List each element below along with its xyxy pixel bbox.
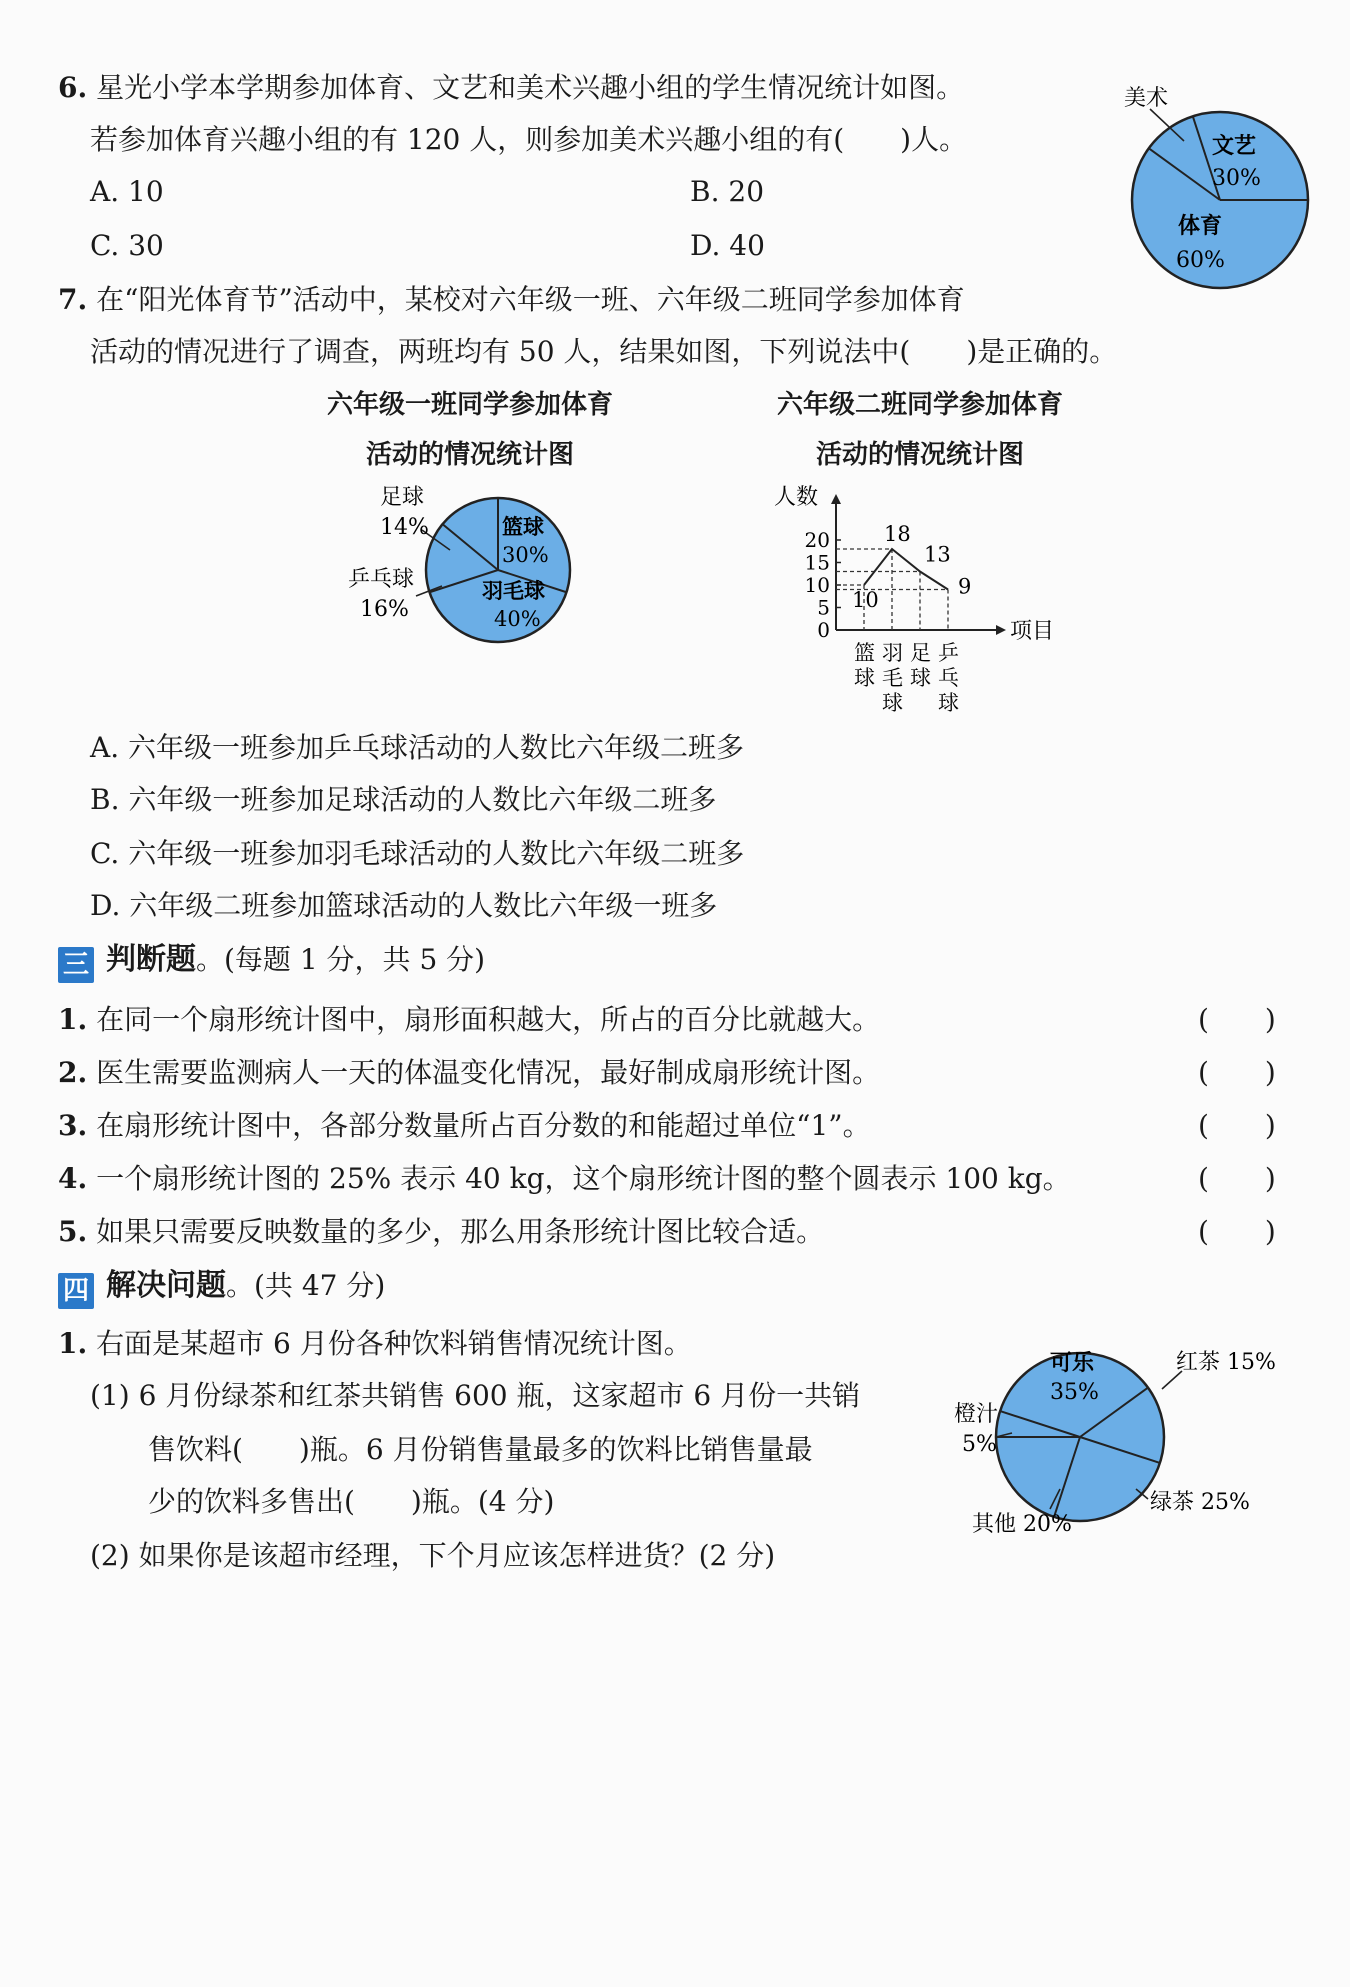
- q6-pct-arts: 30%: [1212, 166, 1261, 191]
- class2-category-label: 足: [910, 641, 931, 665]
- chart2-title-line2: 活动的情况统计图: [815, 440, 1024, 470]
- bev-label-orange: 橙汁: [954, 1402, 999, 1427]
- class1-label-pingpong: 乒乓球: [348, 567, 415, 592]
- s4-q1-line: [58, 1326, 692, 1362]
- class2-data-label: 10: [852, 588, 879, 612]
- q7-option-a: A. 六年级一班参加乒乓球活动的人数比六年级二班多: [90, 731, 745, 764]
- s4-q1-part1-line2: 售饮料( )瓶。6 月份销售量最多的饮料比销售量最: [148, 1433, 813, 1466]
- q6-number: 6.: [58, 71, 88, 104]
- class2-ytick: 10: [804, 573, 830, 597]
- judge-item-text: 在扇形统计图中，各部分数量所占百分数的和能超过单位“1”。: [96, 1109, 871, 1142]
- class2-data-label: 18: [884, 522, 911, 546]
- section4-heading: [58, 1266, 385, 1309]
- q6-option-c: C. 30: [90, 229, 164, 262]
- q6-pie-chart: [1100, 75, 1320, 295]
- q6-line1: [58, 70, 964, 106]
- judge-item-number: 5.: [58, 1215, 88, 1248]
- q7-option-c: C. 六年级一班参加羽毛球活动的人数比六年级二班多: [90, 837, 745, 870]
- q7-option-d: D. 六年级二班参加篮球活动的人数比六年级一班多: [90, 889, 718, 922]
- class2-ytick: 15: [804, 550, 830, 575]
- judge-item-number: 4.: [58, 1162, 88, 1195]
- judge-item: [58, 1214, 824, 1250]
- judge-item-text: 在同一个扇形统计图中，扇形面积越大，所占的百分比就越大。: [96, 1003, 881, 1036]
- class2-ytick: 20: [804, 528, 830, 552]
- class2-ytick: 0: [817, 618, 830, 642]
- s4-q1-part1-line1: (1) 6 月份绿茶和红茶共销售 600 瓶，这家超市 6 月份一共销: [90, 1379, 861, 1412]
- judge-item-text: 医生需要监测病人一天的体温变化情况，最好制成扇形统计图。: [96, 1056, 881, 1089]
- section4-title: 解决问题: [106, 1268, 226, 1303]
- section3-note: 。(每题 1 分，共 5 分): [196, 943, 486, 976]
- q6-option-a: A. 10: [90, 175, 164, 208]
- judge-answer-paren[interactable]: ( ): [1198, 1215, 1276, 1248]
- beverage-pie-chart: [950, 1325, 1300, 1545]
- class1-pct-pingpong: 16%: [360, 597, 409, 622]
- class1-pct-basketball: 30%: [502, 543, 549, 567]
- chart1-title: [270, 388, 670, 472]
- class1-label-football: 足球: [380, 485, 425, 510]
- chart1-title-line1: 六年级一班同学参加体育: [326, 390, 613, 420]
- q6-option-d: D. 40: [690, 229, 765, 262]
- judge-item-number: 2.: [58, 1056, 88, 1089]
- class2-category-label: 乓: [938, 666, 959, 690]
- judge-item-number: 3.: [58, 1109, 88, 1142]
- q7-text-line2: 活动的情况进行了调查，两班均有 50 人，结果如图，下列说法中( )是正确的。: [90, 335, 1118, 368]
- judge-item: [58, 1002, 880, 1038]
- judge-item-number: 1.: [58, 1003, 88, 1036]
- q7-text-line1: 在“阳光体育节”活动中，某校对六年级一班、六年级二班同学参加体育: [96, 283, 965, 316]
- bev-label-other: 其他 20%: [972, 1512, 1072, 1537]
- s4-q1-number: 1.: [58, 1327, 88, 1360]
- q6-label-sports: 体育: [1178, 213, 1223, 239]
- class2-ylabel: 人数: [774, 485, 819, 510]
- chart2-title: [720, 388, 1120, 472]
- class2-data-label: 9: [958, 574, 972, 599]
- q6-text-line2: 若参加体育兴趣小组的有 120 人，则参加美术兴趣小组的有( )人。: [90, 123, 968, 156]
- class2-category-label: 乒: [938, 641, 959, 665]
- judge-item-text: 如果只需要反映数量的多少，那么用条形统计图比较合适。: [96, 1215, 825, 1248]
- class1-pct-football: 14%: [380, 515, 429, 540]
- q6-pct-sports: 60%: [1176, 248, 1225, 273]
- class1-pct-badminton: 40%: [494, 607, 541, 631]
- q7-line1: [58, 282, 965, 318]
- class1-label-badminton: 羽毛球: [482, 578, 545, 603]
- chart1-title-line2: 活动的情况统计图: [365, 440, 574, 470]
- s4-q1-text: 右面是某超市 6 月份各种饮料销售情况统计图。: [96, 1327, 692, 1360]
- q6-label-art: 美术: [1124, 86, 1169, 111]
- judge-item: [58, 1108, 871, 1144]
- q6-label-arts: 文艺: [1212, 133, 1257, 159]
- class2-data-label: 13: [924, 542, 951, 567]
- class1-pie-chart: [330, 480, 600, 660]
- q7-option-b: B. 六年级一班参加足球活动的人数比六年级二班多: [90, 783, 717, 816]
- judge-answer-paren[interactable]: ( ): [1198, 1056, 1276, 1089]
- judge-answer-paren[interactable]: ( ): [1198, 1109, 1276, 1142]
- s4-q1-part2: (2) 如果你是该超市经理，下个月应该怎样进货？(2 分): [90, 1539, 776, 1572]
- class1-label-basketball: 篮球: [502, 514, 544, 539]
- class2-category-label: 篮: [854, 641, 875, 665]
- s4-q1-part1-line3: 少的饮料多售出( )瓶。(4 分): [148, 1485, 555, 1518]
- section3-title: 判断题: [106, 942, 196, 977]
- class2-category-label: 球: [938, 691, 959, 715]
- judge-item-text: 一个扇形统计图的 25% 表示 40 kg，这个扇形统计图的整个圆表示 100 kg。: [96, 1162, 1071, 1195]
- class2-line-chart: [770, 480, 1090, 720]
- class2-category-label: 毛: [882, 666, 903, 690]
- judge-answer-paren[interactable]: ( ): [1198, 1162, 1276, 1195]
- bev-pct-orange: 5%: [962, 1432, 997, 1457]
- judge-item: [58, 1055, 880, 1091]
- chart2-title-line1: 六年级二班同学参加体育: [776, 390, 1063, 420]
- section4-note: 。(共 47 分): [226, 1269, 386, 1302]
- class2-y-arrow: [831, 494, 841, 504]
- class2-x-arrow: [996, 625, 1006, 635]
- judge-item: [58, 1161, 1071, 1197]
- bev-label-redtea: 红茶 15%: [1176, 1350, 1276, 1375]
- class2-category-label: 羽: [882, 641, 903, 665]
- section4-badge: 四: [58, 1273, 94, 1309]
- class2-category-label: 球: [854, 666, 875, 690]
- class2-category-label: 球: [910, 666, 931, 690]
- bev-pct-cola: 35%: [1050, 1380, 1099, 1405]
- judge-answer-paren[interactable]: ( ): [1198, 1003, 1276, 1036]
- q6-option-b: B. 20: [690, 175, 765, 208]
- class2-ytick: 5: [817, 595, 830, 620]
- class2-xlabel: 项目: [1010, 619, 1055, 644]
- bev-label-cola: 可乐: [1050, 1350, 1095, 1376]
- bev-label-greentea: 绿茶 25%: [1150, 1490, 1250, 1515]
- q7-number: 7.: [58, 283, 88, 316]
- section3-heading: [58, 940, 485, 983]
- section3-badge: 三: [58, 947, 94, 983]
- q6-text-line1: 星光小学本学期参加体育、文艺和美术兴趣小组的学生情况统计如图。: [96, 71, 965, 104]
- class2-category-label: 球: [882, 691, 903, 715]
